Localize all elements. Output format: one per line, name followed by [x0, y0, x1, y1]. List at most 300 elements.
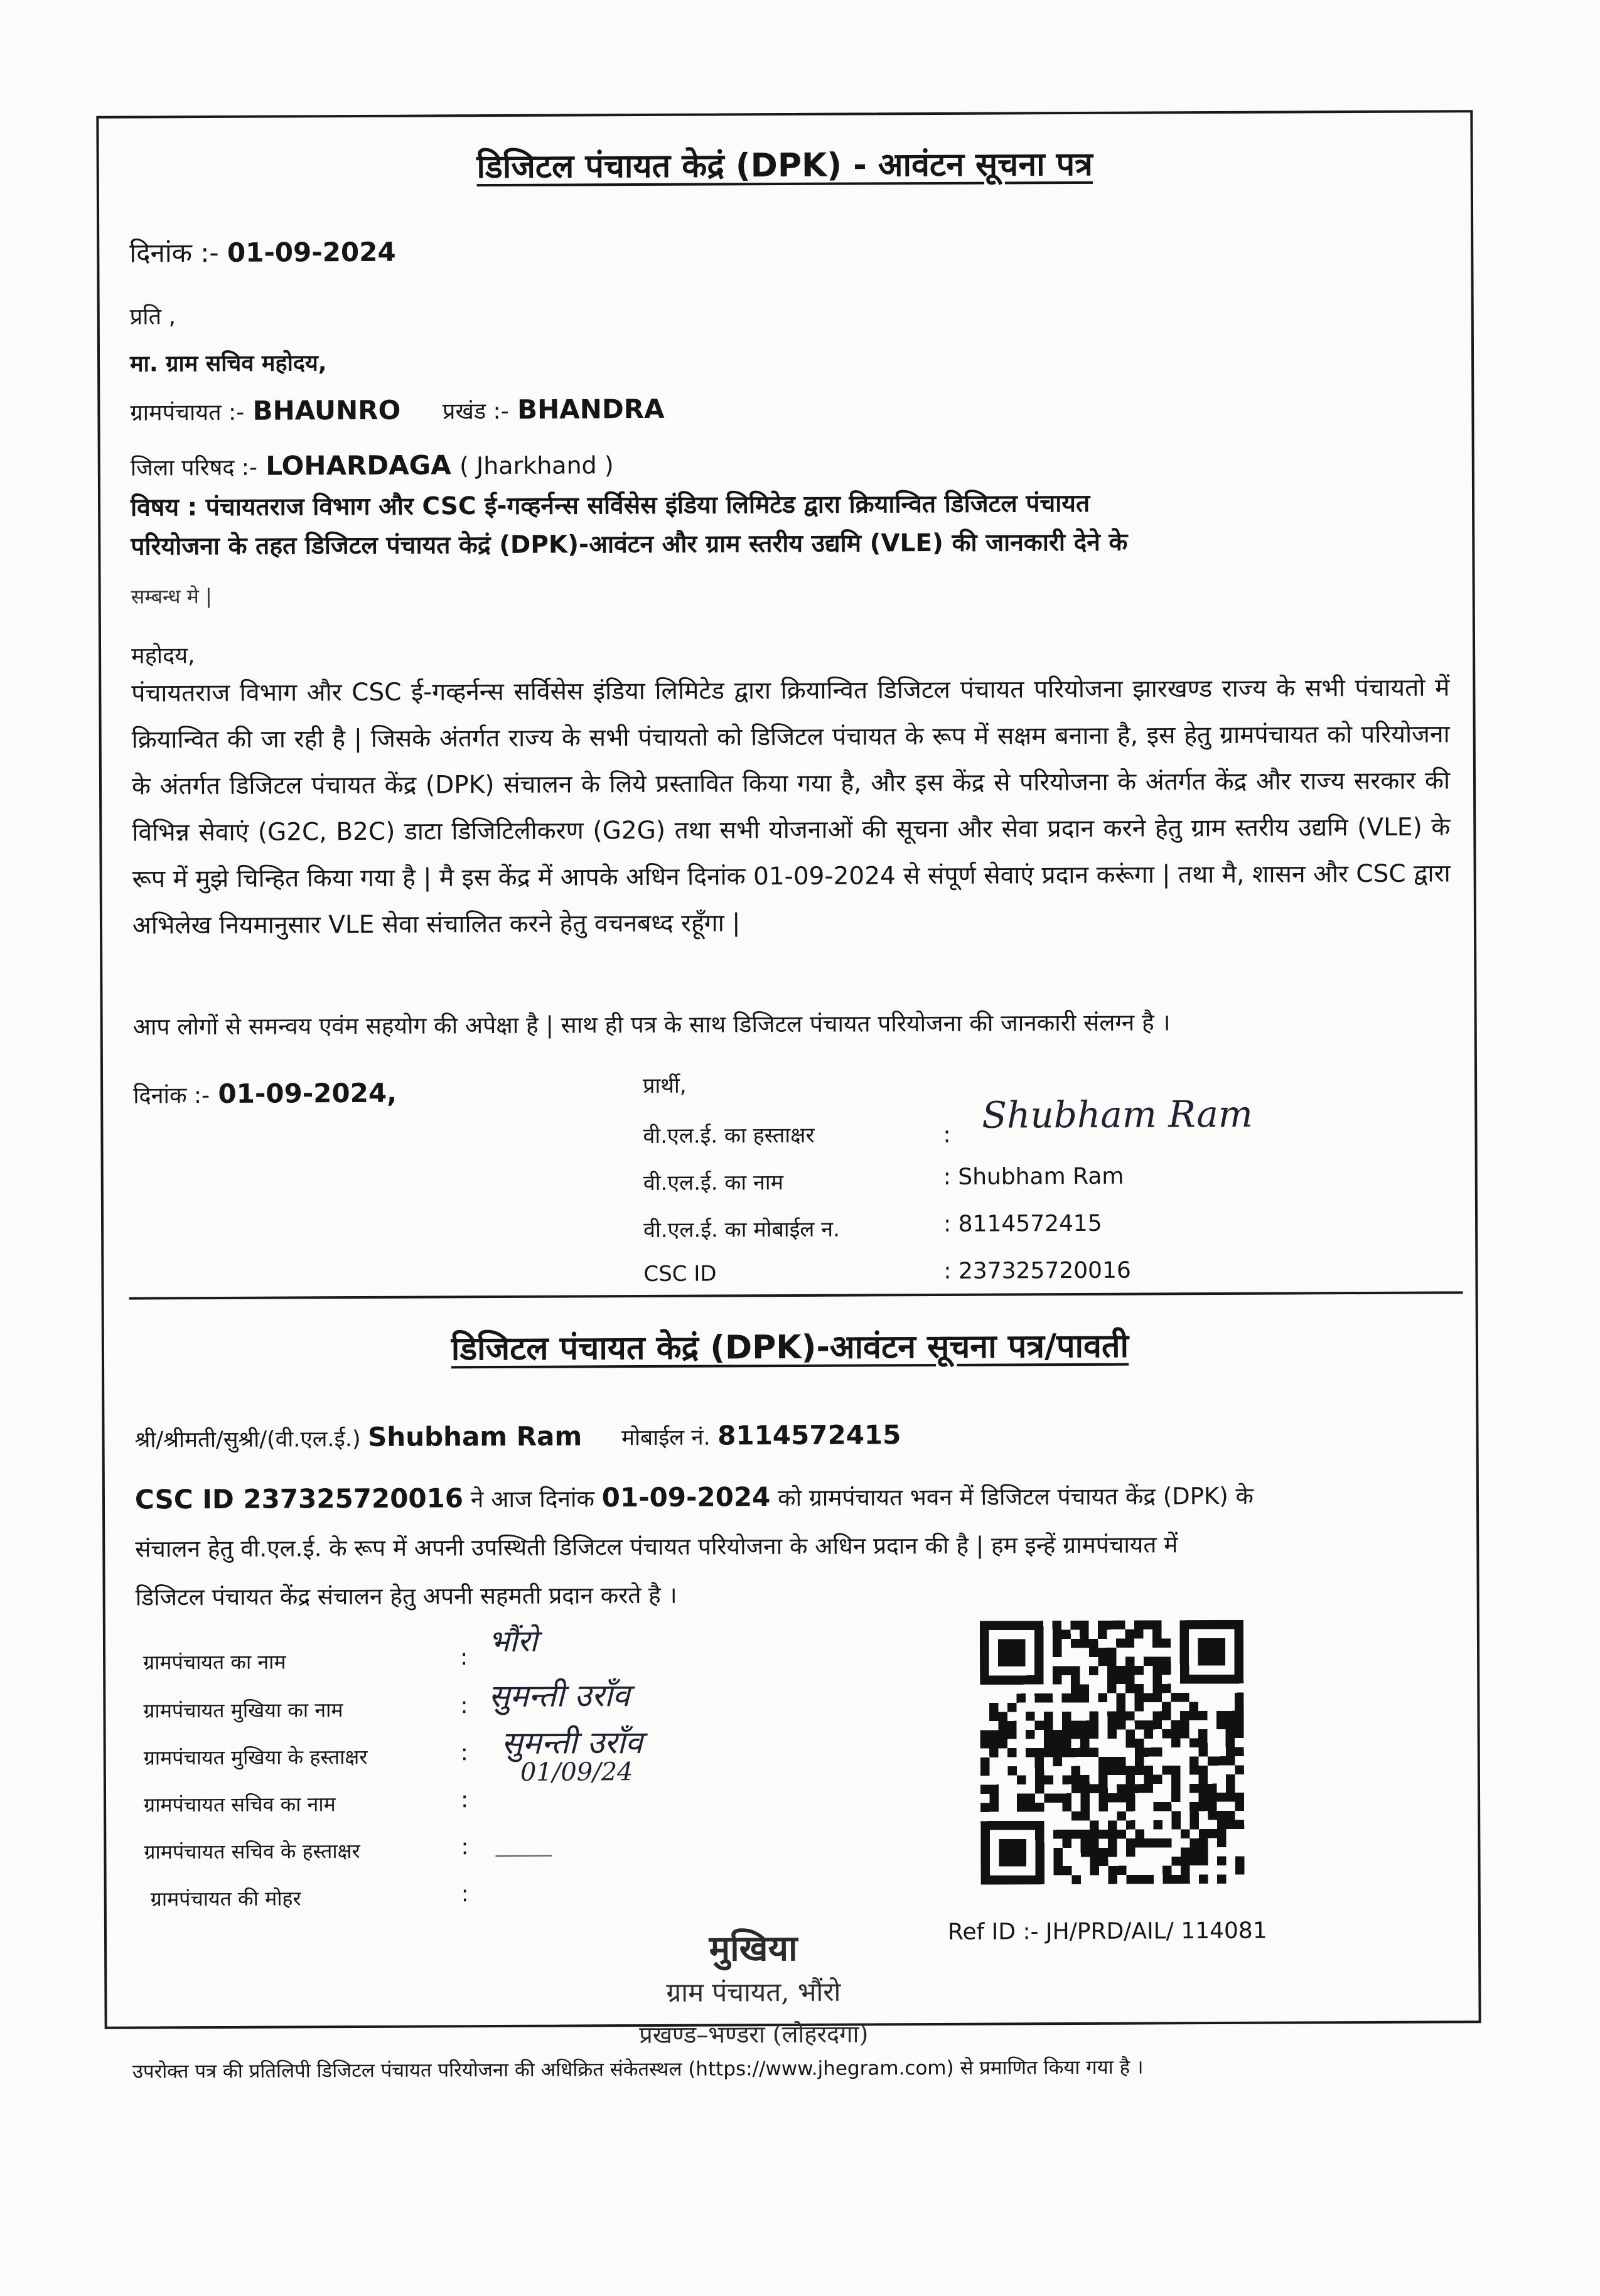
qr-module — [989, 1748, 999, 1757]
qr-module — [1235, 1747, 1244, 1757]
receipt-text-line-3: डिजिटल पंचायत केंद्र संचालन हेतु अपनी सहमती प्रदान करते है । — [135, 1581, 677, 1611]
qr-module — [1189, 1702, 1199, 1712]
qr-module — [1153, 1747, 1162, 1757]
qr-module — [1062, 1803, 1071, 1812]
ref-id: Ref ID :- JH/PRD/AIL/ 114081 — [947, 1918, 1267, 1945]
qr-module — [999, 1730, 1008, 1739]
receipt-text-1: ने आज दिनांक — [470, 1485, 595, 1513]
qr-module — [1235, 1711, 1244, 1720]
qr-module — [1152, 1629, 1162, 1639]
qr-module — [1117, 1757, 1126, 1766]
qr-module — [1125, 1675, 1135, 1685]
qr-module — [1062, 1793, 1071, 1803]
qr-module — [1035, 1775, 1044, 1784]
qr-module — [1126, 1802, 1136, 1811]
qr-module — [1181, 1865, 1190, 1875]
qr-module — [1062, 1730, 1071, 1739]
receipt-text-line-2: संचालन हेतु वी.एल.ई. के रूप में अपनी उपस्थिती डिजिटल पंचायत परियोजना के अधिन प्रदान की है | हम इन्हें ग्रामपंचायत में — [135, 1531, 1178, 1563]
stamp-line-2: ग्राम पंचायत, भौंरो — [666, 1976, 841, 2008]
qr-module — [1226, 1793, 1235, 1802]
qr-module — [1162, 1802, 1172, 1811]
qr-module — [1235, 1729, 1244, 1739]
qr-module — [1117, 1811, 1126, 1821]
qr-module — [1144, 1693, 1153, 1702]
qr-module — [1162, 1656, 1171, 1666]
qr-module — [1153, 1820, 1162, 1830]
qr-module — [1080, 1693, 1090, 1703]
qr-module — [1181, 1847, 1190, 1857]
qr-module — [1090, 1857, 1099, 1866]
qr-module — [1116, 1675, 1125, 1685]
qr-module — [1216, 1711, 1226, 1720]
qr-module — [1071, 1775, 1081, 1784]
qr-module — [990, 1794, 999, 1803]
qr-finder-pattern — [999, 1839, 1026, 1867]
notice-title: डिजिटल पंचायत केद्रं (DPK) - आवंटन सूचना पत्र — [476, 145, 1093, 186]
qr-module — [1053, 1793, 1063, 1803]
gp-label: ग्रामपंचायत :- — [130, 399, 245, 426]
qr-module — [1062, 1693, 1071, 1703]
qr-module — [1189, 1711, 1199, 1720]
qr-module — [1071, 1811, 1081, 1821]
qr-module — [1171, 1784, 1181, 1793]
qr-module — [1017, 1803, 1026, 1812]
qr-module — [1108, 1875, 1117, 1884]
qr-module — [1053, 1621, 1062, 1630]
qr-module — [1199, 1784, 1208, 1793]
qr-module — [1007, 1766, 1017, 1776]
document-frame — [96, 110, 1481, 2083]
qr-module — [1162, 1875, 1172, 1884]
qr-module — [1125, 1639, 1135, 1648]
receipt-csc-id: CSC ID 237325720016 — [134, 1483, 464, 1515]
qr-module — [1035, 1803, 1044, 1812]
qr-module — [1189, 1784, 1199, 1793]
gp-value: BHAUNRO — [252, 394, 401, 426]
qr-module — [1126, 1838, 1136, 1848]
vle-name-value: : Shubham Ram — [943, 1163, 1124, 1190]
qr-module — [1217, 1857, 1227, 1866]
qr-module — [1034, 1721, 1044, 1730]
field-mukhiya-name-label: ग्रामपंचायत मुखिया का नाम — [143, 1698, 343, 1723]
qr-module — [980, 1730, 990, 1739]
sign-date-line — [133, 1078, 397, 1110]
qr-module — [1117, 1830, 1127, 1839]
qr-module — [1117, 1720, 1126, 1730]
qr-module — [1171, 1693, 1180, 1702]
sign-date-label: दिनांक :- — [133, 1083, 210, 1109]
qr-module — [1199, 1793, 1208, 1802]
person-prefix: श्री/श्रीमती/सुश्री/(वी.एल.ई.) — [134, 1426, 361, 1453]
qr-module — [1152, 1656, 1162, 1666]
field-secretary-sign-colon: : — [461, 1834, 469, 1860]
qr-module — [1107, 1712, 1117, 1721]
salutation: महोदय, — [131, 643, 195, 669]
qr-module — [1062, 1748, 1071, 1757]
qr-module — [1162, 1838, 1172, 1848]
qr-module — [1090, 1866, 1099, 1875]
qr-module — [1144, 1766, 1154, 1775]
qr-module — [1071, 1684, 1080, 1693]
qr-module — [1162, 1638, 1171, 1648]
qr-module — [1198, 1774, 1208, 1784]
qr-module — [1226, 1811, 1235, 1820]
date-value: 01-09-2024 — [227, 236, 396, 268]
qr-module — [1181, 1829, 1190, 1838]
qr-module — [1062, 1775, 1071, 1784]
qr-module — [1098, 1693, 1108, 1703]
qr-module — [1216, 1756, 1226, 1766]
qr-module — [1071, 1875, 1081, 1884]
qr-module — [1053, 1757, 1063, 1766]
qr-module — [1125, 1657, 1135, 1666]
qr-module — [1153, 1775, 1162, 1784]
qr-module — [1125, 1729, 1135, 1739]
qr-module — [1126, 1766, 1136, 1775]
section-divider — [129, 1291, 1463, 1299]
qr-module — [1217, 1820, 1227, 1830]
qr-module — [1089, 1720, 1098, 1730]
qr-module — [989, 1739, 999, 1749]
field-seal-colon: : — [461, 1881, 469, 1907]
qr-module — [1107, 1666, 1117, 1675]
qr-module — [1162, 1666, 1171, 1675]
qr-module — [1125, 1711, 1135, 1720]
field-gp-name-colon: : — [459, 1644, 468, 1671]
qr-module — [1098, 1793, 1108, 1803]
qr-module — [1235, 1802, 1245, 1811]
qr-module — [1071, 1639, 1080, 1648]
qr-module — [1080, 1811, 1090, 1821]
qr-module — [1198, 1747, 1208, 1757]
qr-module — [1135, 1739, 1144, 1748]
qr-module — [1172, 1857, 1181, 1866]
qr-module — [1116, 1621, 1125, 1630]
qr-module — [1053, 1666, 1062, 1676]
qr-module — [1007, 1730, 1017, 1739]
applicant-label: प्रार्थी, — [643, 1073, 687, 1099]
qr-module — [1117, 1711, 1126, 1720]
qr-module — [1026, 1793, 1035, 1803]
receipt-text-2: को ग्रामपंचायत भवन में डिजिटल पंचायत केंद्र (DPK) के — [778, 1482, 1254, 1512]
date-line — [129, 233, 396, 271]
qr-module — [1217, 1811, 1227, 1820]
qr-module — [1071, 1830, 1081, 1839]
qr-module — [1198, 1738, 1208, 1747]
qr-module — [1044, 1739, 1053, 1748]
qr-module — [1198, 1729, 1208, 1739]
qr-module — [1199, 1802, 1208, 1811]
qr-module — [1098, 1657, 1107, 1666]
qr-code — [980, 1620, 1245, 1885]
qr-module — [1144, 1775, 1154, 1784]
field-seal-label: ग्रामपंचायत की मोहर — [150, 1886, 301, 1911]
qr-module — [1035, 1757, 1044, 1766]
qr-module — [1007, 1703, 1017, 1712]
qr-module — [1107, 1675, 1117, 1685]
qr-module — [1235, 1693, 1244, 1702]
qr-module — [1172, 1875, 1181, 1884]
qr-module — [1226, 1738, 1235, 1747]
vle-mobile-label: वी.एल.ई. का मोबाईल न. — [643, 1216, 840, 1243]
closing-paragraph: आप लोगों से समन्वय एवंम सहयोग की अपेक्षा है | साथ ही पत्र के साथ डिजिटल पंचायत परियोजना की जानकारी संलग्न है । — [132, 1009, 1171, 1041]
qr-module — [1071, 1784, 1081, 1794]
qr-module — [1017, 1776, 1026, 1785]
qr-module — [1071, 1730, 1080, 1739]
qr-module — [1235, 1793, 1245, 1802]
qr-finder-pattern — [1198, 1638, 1226, 1666]
qr-module — [1217, 1874, 1227, 1884]
qr-module — [1180, 1711, 1189, 1720]
qr-module — [1089, 1639, 1098, 1648]
qr-module — [1053, 1857, 1063, 1867]
field-gp-name-label: ग्रामपंचायत का नाम — [143, 1650, 286, 1675]
qr-module — [1098, 1621, 1107, 1630]
qr-module — [1217, 1793, 1227, 1802]
qr-module — [1053, 1730, 1062, 1739]
qr-module — [1217, 1838, 1227, 1848]
vle-signature: Shubham Ram — [982, 1092, 1253, 1137]
field-mukhiya-name-value: सुमन्ती उराँव — [488, 1677, 630, 1715]
vle-mobile-value: : 8114572415 — [943, 1210, 1102, 1237]
receipt-date-value: 01-09-2024 — [601, 1481, 771, 1513]
qr-module — [1226, 1756, 1235, 1766]
qr-module — [1044, 1730, 1053, 1739]
qr-module — [1235, 1702, 1244, 1711]
to-line: प्रति , — [129, 304, 176, 330]
qr-module — [1035, 1766, 1044, 1776]
qr-module — [1099, 1857, 1109, 1866]
qr-module — [1099, 1830, 1109, 1839]
qr-module — [1198, 1766, 1208, 1775]
qr-module — [1153, 1802, 1162, 1811]
qr-module — [1107, 1684, 1117, 1693]
qr-module — [1071, 1621, 1080, 1630]
qr-module — [1199, 1847, 1208, 1857]
qr-module — [1152, 1684, 1162, 1693]
qr-module — [1171, 1820, 1181, 1830]
qr-module — [1090, 1784, 1099, 1794]
qr-module — [1090, 1838, 1099, 1848]
qr-module — [1035, 1784, 1044, 1794]
qr-module — [1090, 1848, 1099, 1857]
qr-module — [1061, 1666, 1071, 1675]
state-value: ( Jharkhand ) — [459, 451, 614, 480]
qr-module — [1154, 1838, 1163, 1848]
qr-module — [1225, 1711, 1235, 1720]
qr-module — [1135, 1757, 1144, 1766]
qr-module — [1044, 1693, 1053, 1703]
qr-module — [1171, 1793, 1181, 1802]
qr-module — [1053, 1648, 1062, 1658]
district-value: LOHARDAGA — [266, 449, 451, 481]
qr-module — [1053, 1848, 1063, 1857]
qr-module — [1061, 1630, 1071, 1639]
qr-module — [1062, 1720, 1071, 1730]
qr-module — [1134, 1666, 1144, 1675]
qr-module — [1108, 1838, 1117, 1848]
block-label: प्रखंड :- — [442, 398, 509, 425]
qr-module — [1108, 1848, 1117, 1857]
sign-date-value: 01-09-2024, — [218, 1077, 397, 1109]
qr-module — [1171, 1811, 1181, 1820]
qr-module — [1199, 1838, 1208, 1848]
qr-module — [1107, 1720, 1117, 1730]
qr-module — [1226, 1820, 1235, 1830]
field-gp-name-value: भौंरो — [488, 1623, 538, 1660]
qr-module — [1153, 1720, 1162, 1730]
mukhiya-signature: सुमन्ती उराँव — [501, 1724, 643, 1762]
qr-module — [1144, 1620, 1153, 1629]
qr-module — [1190, 1857, 1200, 1866]
qr-module — [1208, 1793, 1217, 1802]
qr-module — [1080, 1720, 1090, 1730]
csc-id-value: : 237325720016 — [943, 1257, 1131, 1284]
qr-module — [1117, 1866, 1127, 1875]
qr-module — [1152, 1620, 1162, 1629]
qr-module — [1153, 1693, 1162, 1702]
qr-module — [1181, 1875, 1190, 1884]
district-line — [131, 449, 614, 482]
qr-module — [1125, 1666, 1135, 1675]
qr-module — [1108, 1820, 1117, 1830]
addressee: मा. ग्राम सचिव महोदय, — [129, 350, 327, 377]
qr-module — [1171, 1766, 1181, 1775]
qr-module — [1216, 1720, 1226, 1729]
qr-module — [980, 1766, 990, 1776]
field-secretary-name-colon: : — [460, 1787, 469, 1813]
vle-sign-colon: : — [943, 1122, 951, 1148]
qr-module — [1080, 1803, 1090, 1812]
qr-module — [1089, 1730, 1098, 1739]
qr-module — [1180, 1720, 1189, 1730]
csc-id-label: CSC ID — [643, 1261, 717, 1287]
field-mukhiya-name-colon: : — [460, 1693, 468, 1719]
qr-module — [1126, 1775, 1136, 1784]
qr-module — [1144, 1838, 1154, 1848]
qr-module — [1144, 1784, 1154, 1793]
qr-module — [1108, 1866, 1117, 1875]
qr-module — [1080, 1730, 1090, 1739]
qr-module — [1235, 1865, 1245, 1875]
qr-module — [1226, 1774, 1235, 1784]
qr-module — [990, 1803, 999, 1812]
qr-module — [1080, 1639, 1089, 1648]
qr-module — [1235, 1766, 1244, 1775]
qr-module — [1217, 1829, 1227, 1838]
stamp-title: मुखिया — [709, 1927, 798, 1970]
qr-module — [1117, 1784, 1126, 1793]
qr-module — [1162, 1729, 1171, 1739]
qr-module — [1098, 1648, 1107, 1657]
qr-module — [1134, 1629, 1144, 1639]
qr-module — [1089, 1712, 1098, 1721]
qr-module — [1180, 1729, 1189, 1739]
qr-module — [1144, 1729, 1153, 1739]
qr-module — [1162, 1766, 1172, 1775]
qr-module — [1116, 1639, 1125, 1648]
qr-module — [1171, 1739, 1181, 1748]
qr-module — [1098, 1784, 1108, 1793]
gp-block-line — [130, 394, 664, 427]
field-secretary-sign-label: ग्रामपंचायत सचिव के हस्ताक्षर — [144, 1838, 360, 1864]
qr-module — [1026, 1730, 1035, 1739]
qr-module — [1080, 1775, 1090, 1784]
mobile-value: 8114572415 — [717, 1419, 901, 1451]
qr-module — [989, 1712, 999, 1721]
qr-module — [1189, 1802, 1199, 1811]
qr-module — [998, 1721, 1007, 1730]
qr-module — [1235, 1720, 1244, 1729]
qr-module — [1226, 1720, 1235, 1729]
qr-module — [1153, 1711, 1162, 1720]
qr-module — [1108, 1830, 1117, 1839]
qr-module — [1152, 1666, 1162, 1675]
qr-module — [1144, 1875, 1154, 1884]
field-mukhiya-sign-colon: : — [460, 1740, 468, 1766]
qr-module — [1098, 1802, 1108, 1811]
qr-module — [989, 1784, 999, 1794]
qr-module — [1144, 1720, 1153, 1730]
qr-module — [1053, 1739, 1063, 1748]
qr-module — [1125, 1629, 1135, 1639]
qr-module — [1126, 1793, 1136, 1803]
district-label: जिला परिषद :- — [130, 454, 258, 481]
qr-module — [1226, 1729, 1235, 1739]
qr-module — [1208, 1784, 1217, 1793]
qr-module — [1108, 1793, 1117, 1803]
qr-module — [1081, 1848, 1090, 1857]
secretary-sign-mark — [495, 1855, 552, 1857]
qr-module — [1117, 1793, 1126, 1803]
qr-module — [1135, 1766, 1144, 1775]
qr-module — [1099, 1848, 1109, 1857]
qr-module — [1125, 1739, 1135, 1748]
qr-module — [1152, 1638, 1162, 1648]
subject: विषय : पंचायतराज विभाग और CSC ई-गव्हर्नन्स सर्विसेस इंडिया लिमिटेड द्वारा क्रियान्वित डिजिटल पंचायत परियोजना के तहत डिजिटल पंचायत केद्रं (DPK)-आवंटन और ग्राम स्तरीय उद्यमि (VLE) की जानकारी देने के — [130, 489, 1128, 561]
qr-module — [1189, 1756, 1199, 1766]
qr-module — [1135, 1720, 1144, 1730]
qr-module — [1226, 1784, 1235, 1793]
qr-module — [1044, 1793, 1053, 1803]
field-secretary-name-label: ग्रामपंचायत सचिव का नाम — [144, 1792, 336, 1817]
qr-module — [1189, 1766, 1199, 1775]
qr-module — [1044, 1712, 1053, 1721]
qr-module — [1126, 1875, 1136, 1884]
qr-module — [1199, 1857, 1208, 1866]
receipt-title: डिजिटल पंचायत केद्रं (DPK)-आवंटन सूचना पत्र/पावती — [451, 1327, 1129, 1368]
qr-module — [1044, 1775, 1053, 1784]
qr-module — [1180, 1693, 1189, 1702]
qr-module — [1044, 1720, 1053, 1730]
person-name: Shubham Ram — [367, 1420, 583, 1452]
block-value: BHANDRA — [517, 393, 665, 425]
qr-module — [1090, 1830, 1099, 1839]
qr-module — [1063, 1866, 1072, 1875]
qr-module — [980, 1757, 990, 1767]
qr-module — [1035, 1748, 1044, 1757]
qr-module — [1135, 1830, 1144, 1839]
qr-module — [1007, 1748, 1017, 1757]
qr-module — [1144, 1747, 1153, 1757]
receipt-text-line-1 — [135, 1479, 1254, 1516]
qr-module — [1152, 1675, 1162, 1684]
qr-module — [1208, 1756, 1217, 1766]
stamp-line-3: प्रखण्ड–भण्डरा (लोहरदगा) — [639, 2020, 869, 2049]
qr-module — [1190, 1847, 1200, 1857]
qr-module — [1199, 1875, 1208, 1884]
qr-module — [1135, 1784, 1144, 1793]
